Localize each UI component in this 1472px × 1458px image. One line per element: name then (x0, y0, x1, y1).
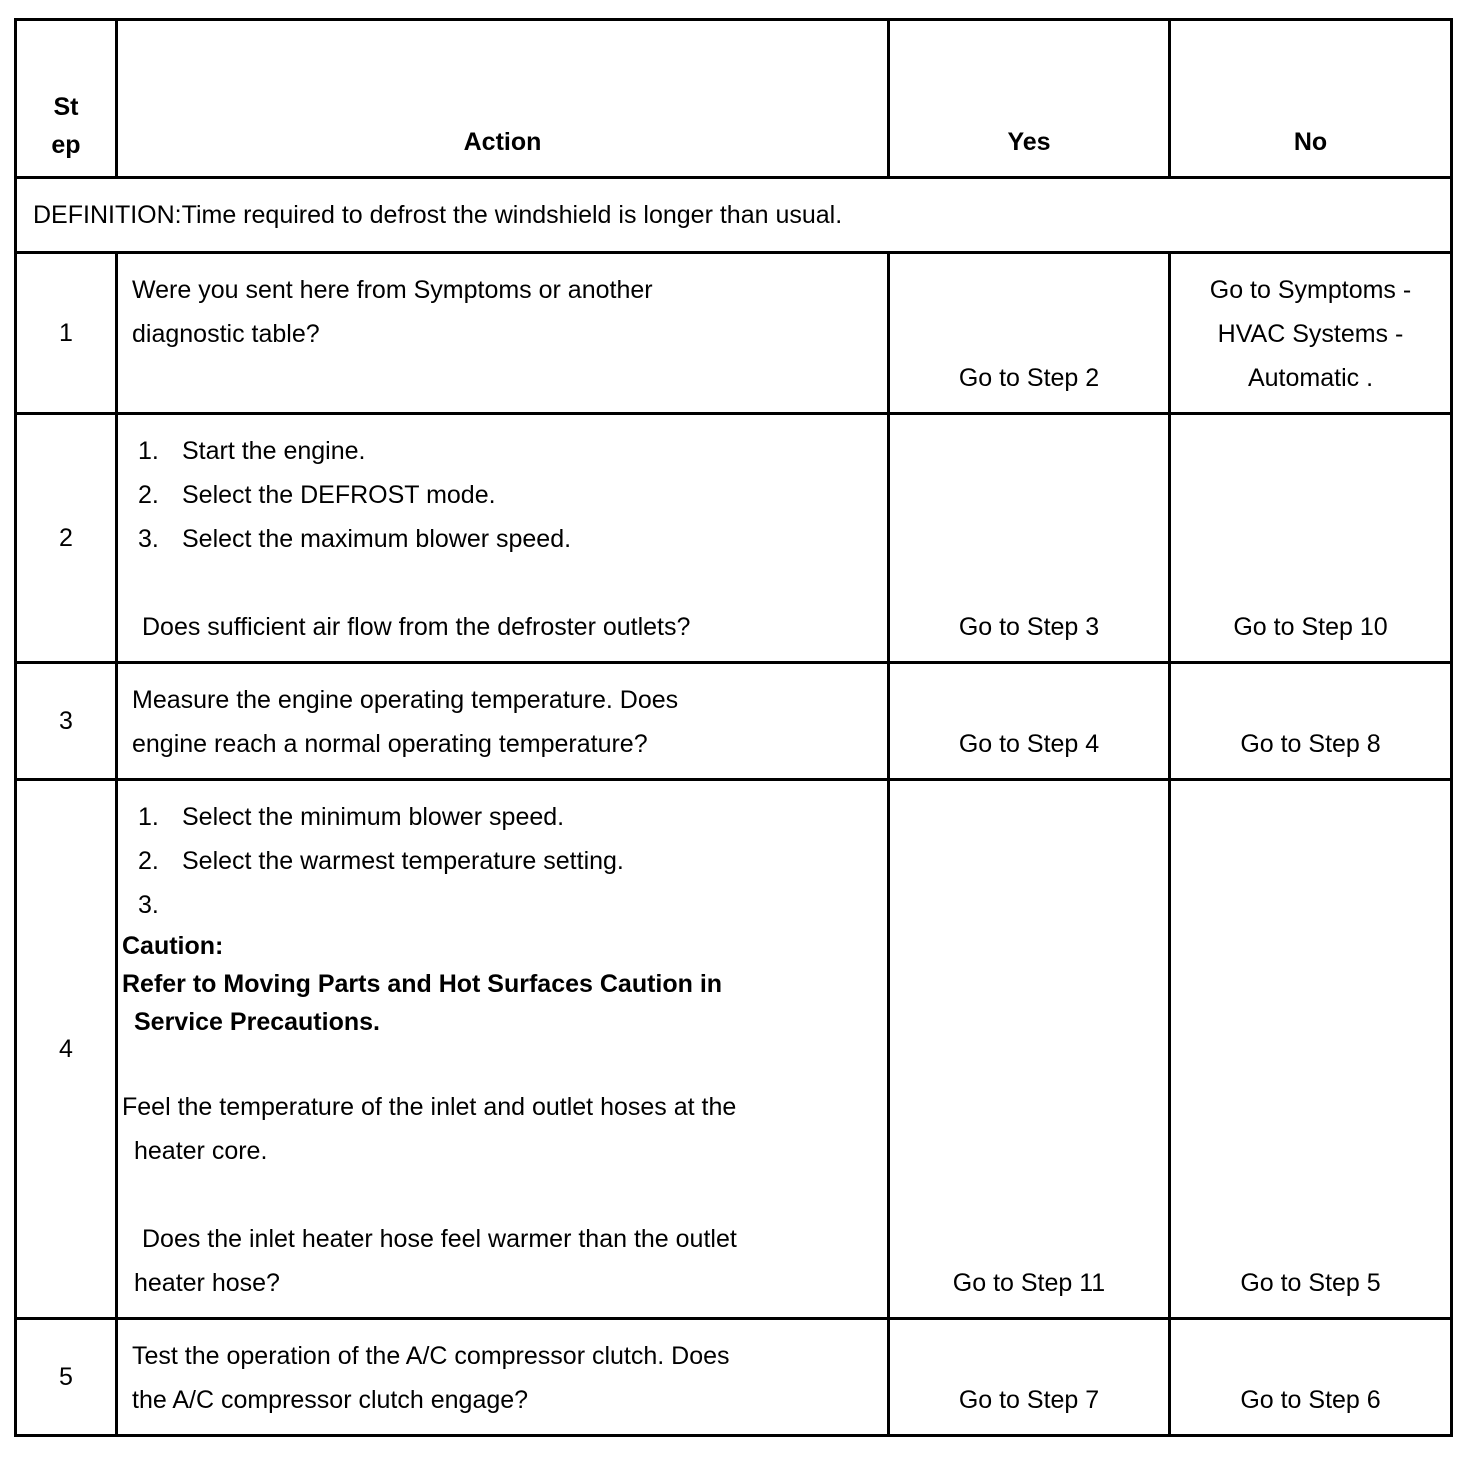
table-row (16, 253, 1452, 414)
list-text: Select the minimum blower speed. (182, 803, 565, 831)
list-item (122, 795, 873, 839)
action-cell (117, 253, 889, 414)
list-number: 2. (138, 847, 159, 875)
action-line: the A/C compressor clutch engage? (132, 1386, 529, 1414)
list-number: 2. (138, 481, 159, 509)
diagnostic-table (14, 18, 1453, 1437)
action-line: engine reach a normal operating temperature? (132, 730, 648, 758)
list-item (132, 473, 873, 517)
list-item (132, 517, 873, 561)
no-line: Automatic . (1247, 364, 1374, 392)
action-line: Were you sent here from Symptoms or another (132, 276, 653, 304)
list-number: 1. (138, 803, 159, 831)
yes-result: Go to Step 4 (889, 663, 1170, 780)
no-result: Go to Step 5 (1170, 780, 1452, 1319)
table-row (16, 1319, 1452, 1436)
question-text: Does the inlet heater hose feel warmer than the outlet (142, 1225, 737, 1253)
table-row (16, 663, 1452, 780)
step-number: 3 (16, 663, 117, 780)
step-number: 4 (16, 780, 117, 1319)
action-cell (117, 780, 889, 1319)
no-result: Go to Step 10 (1170, 414, 1452, 663)
list-number: 1. (138, 437, 159, 465)
table-row (16, 414, 1452, 663)
list-text: Start the engine. (182, 437, 366, 465)
list-number: 3. (138, 525, 159, 553)
question-text: heater hose? (134, 1269, 280, 1297)
yes-result: Go to Step 7 (889, 1319, 1170, 1436)
list-text: Select the warmest temperature setting. (182, 847, 624, 875)
step-number: 1 (16, 253, 117, 414)
diagnostic-table-container (14, 18, 1450, 1437)
list-item (132, 429, 873, 473)
no-line: Go to Symptoms - (1209, 276, 1412, 304)
action-cell (117, 1319, 889, 1436)
no-result (1170, 253, 1452, 414)
yes-result: Go to Step 3 (889, 414, 1170, 663)
action-cell (117, 663, 889, 780)
list-item (122, 839, 873, 883)
header-no: No (1170, 20, 1452, 178)
no-result: Go to Step 6 (1170, 1319, 1452, 1436)
definition-row (16, 178, 1452, 253)
no-line: HVAC Systems - (1217, 320, 1404, 348)
list-number: 3. (138, 891, 159, 919)
action-line: Test the operation of the A/C compressor clutch. Does (132, 1342, 730, 1370)
question-text: Does sufficient air flow from the defroster outlets? (142, 613, 691, 641)
list-text: Select the maximum blower speed. (182, 525, 572, 553)
action-line: Measure the engine operating temperature. Does (132, 686, 679, 714)
no-result: Go to Step 8 (1170, 663, 1452, 780)
header-step-line2: ep (51, 131, 81, 159)
header-step (16, 20, 117, 178)
header-yes: Yes (889, 20, 1170, 178)
table-row (16, 780, 1452, 1319)
step-number: 2 (16, 414, 117, 663)
action-line: heater core. (134, 1137, 268, 1165)
action-cell (117, 414, 889, 663)
action-line: Feel the temperature of the inlet and outlet hoses at the (122, 1093, 737, 1121)
caution-title: Caution: (122, 932, 224, 960)
header-action: Action (117, 20, 889, 178)
definition-text: DEFINITION:Time required to defrost the windshield is longer than usual. (16, 178, 1452, 253)
yes-result: Go to Step 11 (889, 780, 1170, 1319)
caution-text: Refer to Moving Parts and Hot Surfaces Caution in (122, 970, 723, 998)
header-step-line1: St (53, 93, 79, 121)
list-text: Select the DEFROST mode. (182, 481, 496, 509)
yes-result: Go to Step 2 (889, 253, 1170, 414)
caution-text: Service Precautions. (134, 1008, 380, 1036)
header-row (16, 20, 1452, 178)
list-item (122, 883, 873, 927)
step-number: 5 (16, 1319, 117, 1436)
action-line: diagnostic table? (132, 320, 320, 348)
